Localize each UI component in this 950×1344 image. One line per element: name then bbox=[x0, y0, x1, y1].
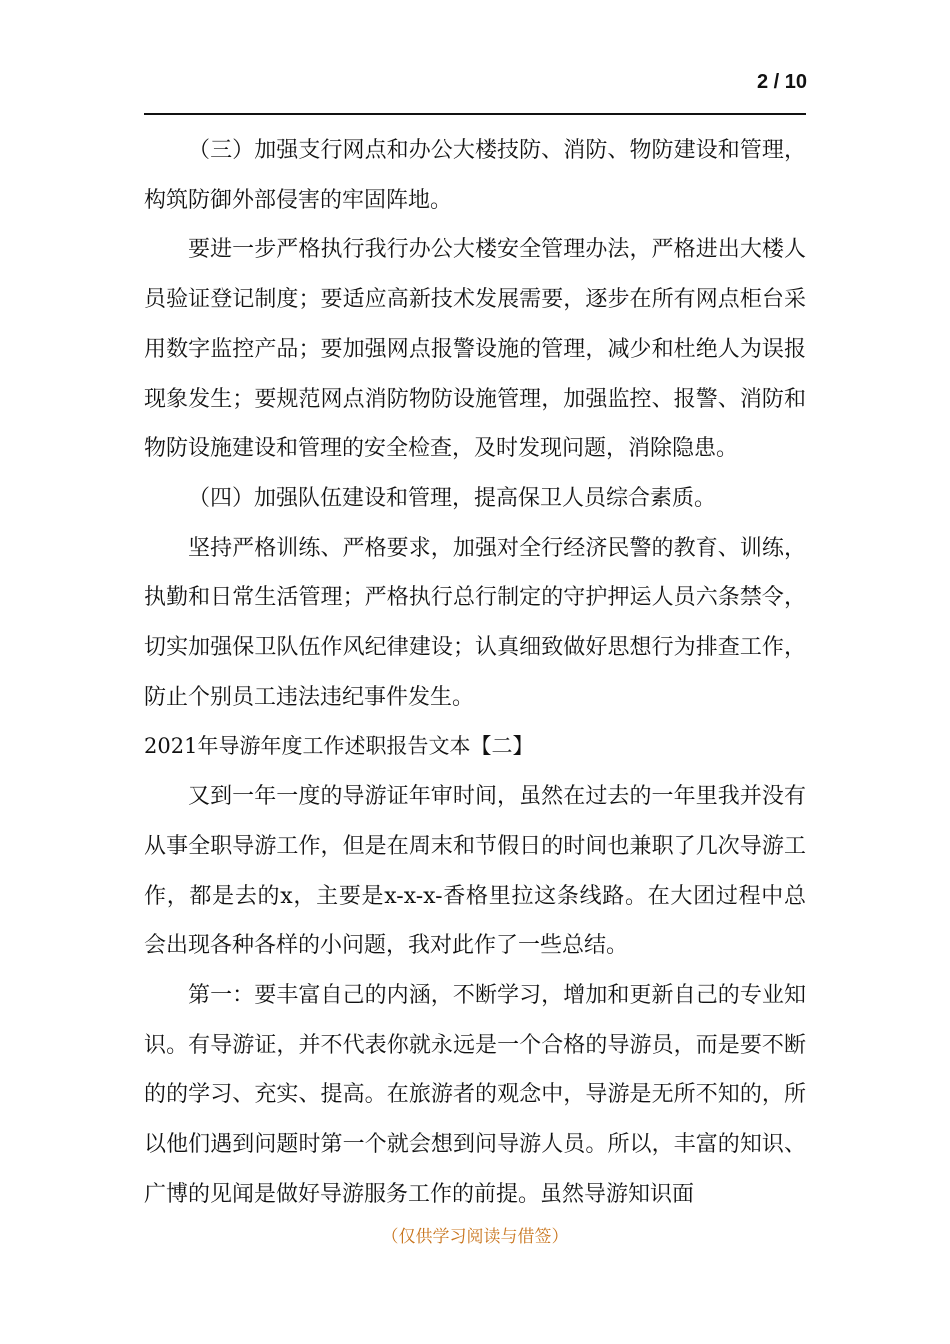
report-two-title: 2021年导游年度工作述职报告文本【二】 bbox=[144, 734, 534, 759]
header-divider bbox=[144, 113, 806, 115]
section-four-heading: （四）加强队伍建设和管理，提高保卫人员综合素质。 bbox=[188, 485, 717, 511]
section-four-paragraph: 坚持严格训练、严格要求，加强对全行经济民警的教育、训练，执勤和日常生活管理；严格执行总行制定的守护押运人员六条禁令，切实加强保卫队伍作风纪律建设；认真细致做好思想行为排查工作，防止个别员工违法违纪事件发生。 bbox=[144, 535, 806, 710]
section-three-paragraph: 要进一步严格执行我行办公大楼安全管理办法，严格进出大楼人员验证登记制度；要适应高新技术发展需要，逐步在所有网点柜台采用数字监控产品；要加强网点报警设施的管理，减少和杜绝人为误报现象发生；要规范网点消防物防设施管理，加强监控、报警、消防和物防设施建设和管理的安全检查，及时发现问题，消除隐患。 bbox=[144, 237, 806, 462]
page-number: 2 / 10 bbox=[756, 71, 807, 93]
document-body bbox=[144, 126, 806, 1219]
report-two-point-one-paragraph: 第一：要丰富自己的内涵，不断学习，增加和更新自己的专业知识。有导游证，并不代表你就永远是一个合格的导游员，而是要不断的的学习、充实、提高。在旅游者的观念中，导游是无所不知的，所以他们遇到问题时第一个就会想到问导游人员。所以，丰富的知识、广博的见闻是做好导游服务工作的前提。虽然导游知识面 bbox=[144, 982, 806, 1207]
footer-note: （仅供学习阅读与借签） bbox=[381, 1227, 569, 1247]
report-two-intro-paragraph: 又到一年一度的导游证年审时间，虽然在过去的一年里我并没有从事全职导游工作，但是在周末和节假日的时间也兼职了几次导游工作，都是去的x，主要是x-x-x-香格里拉这条线路。在大团过程中总会出现各种各样的小问题，我对此作了一些总结。 bbox=[144, 784, 806, 959]
section-three-heading: （三）加强支行网点和办公大楼技防、消防、物防建设和管理，构筑防御外部侵害的牢固阵地。 bbox=[144, 138, 806, 213]
